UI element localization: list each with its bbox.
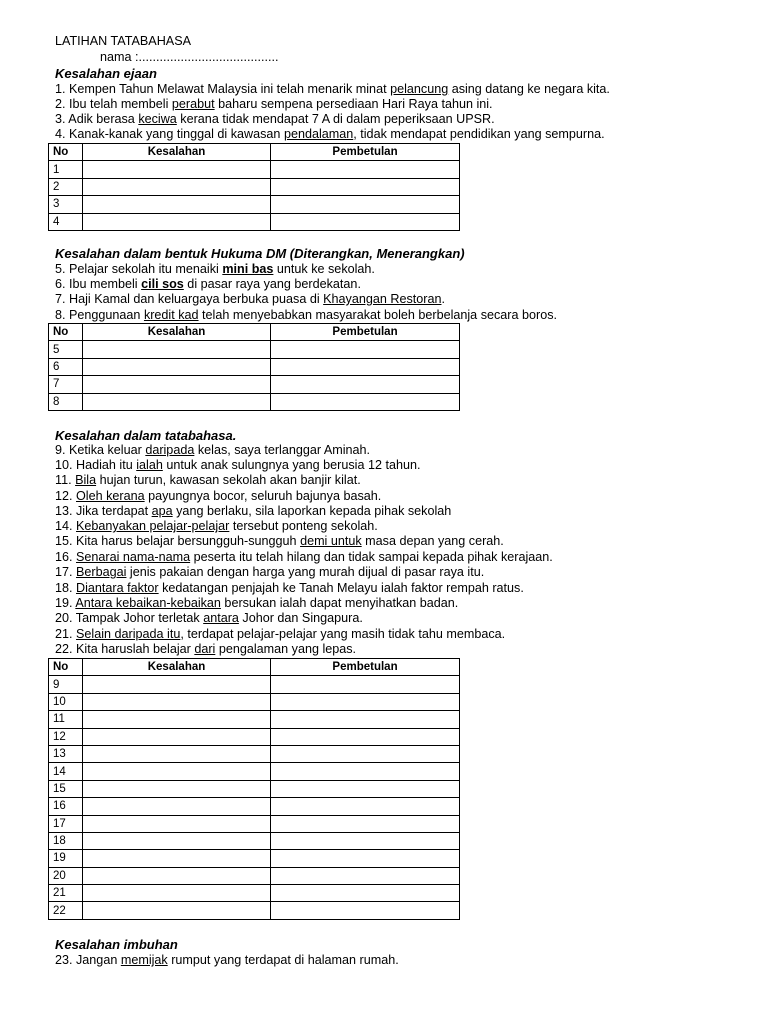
- kesalahan-cell[interactable]: [83, 850, 271, 867]
- error-phrase: keciwa: [138, 112, 177, 126]
- sentence-text: 20. Tampak Johor terletak: [55, 611, 204, 625]
- error-phrase: pelancung: [390, 82, 449, 96]
- pembetulan-cell[interactable]: [271, 196, 460, 213]
- sentence-text: asing datang ke negara kita.: [448, 82, 610, 96]
- sentence-text: 13. Jika terdapat: [55, 504, 152, 518]
- sentence-text: 22. Kita haruslah belajar: [55, 642, 195, 656]
- table-row: [49, 341, 460, 358]
- sentence-text: 16.: [55, 550, 77, 564]
- row-number: 20: [49, 867, 83, 884]
- column-header-kesalahan: Kesalahan: [83, 324, 271, 341]
- row-number: 8: [49, 393, 83, 410]
- sentence-text: rumput yang terdapat di halaman rumah.: [167, 953, 399, 967]
- row-number: 3: [49, 196, 83, 213]
- table-row: [49, 676, 460, 693]
- kesalahan-cell[interactable]: [83, 161, 271, 178]
- pembetulan-cell[interactable]: [271, 745, 460, 762]
- table-row: [49, 763, 460, 780]
- answer-table: [48, 658, 460, 920]
- error-phrase: Khayangan Restoran: [323, 292, 442, 306]
- sentence-text: 23. Jangan: [55, 953, 121, 967]
- worksheet-title: LATIHAN TATABAHASA: [55, 34, 191, 48]
- table-row: [49, 161, 460, 178]
- column-header-pembetulan: Pembetulan: [271, 144, 460, 161]
- error-phrase: apa: [151, 504, 173, 518]
- exercise-sentence: [55, 611, 363, 626]
- kesalahan-cell[interactable]: [83, 832, 271, 849]
- sentence-text: untuk anak sulungnya yang berusia 12 tahun.: [162, 458, 421, 472]
- kesalahan-cell[interactable]: [83, 676, 271, 693]
- column-header-no: No: [49, 324, 83, 341]
- row-number: 16: [49, 798, 83, 815]
- kesalahan-cell[interactable]: [83, 902, 271, 919]
- exercise-sentence: [55, 519, 378, 534]
- sentence-text: 2. Ibu telah membeli: [55, 97, 172, 111]
- sentence-text: yang berlaku, sila laporkan kepada pihak sekolah: [172, 504, 452, 518]
- exercise-sentence: [55, 97, 493, 112]
- error-phrase: daripada: [145, 443, 195, 457]
- kesalahan-cell[interactable]: [83, 780, 271, 797]
- pembetulan-cell[interactable]: [271, 728, 460, 745]
- row-number: 1: [49, 161, 83, 178]
- pembetulan-cell[interactable]: [271, 341, 460, 358]
- exercise-sentence: [55, 627, 505, 642]
- kesalahan-cell[interactable]: [83, 213, 271, 230]
- sentence-text: 14.: [55, 519, 77, 533]
- pembetulan-cell[interactable]: [271, 798, 460, 815]
- row-number: 22: [49, 902, 83, 919]
- exercise-sentence: [55, 112, 495, 127]
- sentence-text: pengalaman yang lepas.: [215, 642, 357, 656]
- column-header-pembetulan: Pembetulan: [271, 659, 460, 676]
- row-number: 21: [49, 885, 83, 902]
- table-row: [49, 693, 460, 710]
- error-phrase: ialah: [136, 458, 163, 472]
- sentence-text: 11.: [55, 473, 76, 487]
- sentence-text: jenis pakaian dengan harga yang murah dijual di pasar raya itu.: [126, 565, 485, 579]
- sentence-text: kelas, saya terlanggar Aminah.: [194, 443, 371, 457]
- exercise-sentence: [55, 443, 370, 458]
- sentence-text: tersebut ponteng sekolah.: [229, 519, 378, 533]
- sentence-text: 21.: [55, 627, 77, 641]
- table-row: [49, 711, 460, 728]
- kesalahan-cell[interactable]: [83, 711, 271, 728]
- row-number: 10: [49, 693, 83, 710]
- table-row: [49, 867, 460, 884]
- sentence-text: 17.: [55, 565, 77, 579]
- kesalahan-cell[interactable]: [83, 867, 271, 884]
- error-phrase: Berbagai: [76, 565, 127, 579]
- row-number: 5: [49, 341, 83, 358]
- table-row: [49, 745, 460, 762]
- error-phrase: Diantara faktor: [76, 581, 159, 595]
- answer-table: [48, 323, 460, 411]
- kesalahan-cell[interactable]: [83, 393, 271, 410]
- kesalahan-cell[interactable]: [83, 196, 271, 213]
- sentence-text: baharu sempena persediaan Hari Raya tahun ini.: [214, 97, 493, 111]
- error-phrase: demi untuk: [300, 534, 362, 548]
- exercise-sentence: [55, 550, 553, 565]
- exercise-sentence: [55, 565, 484, 580]
- exercise-sentence: [55, 581, 524, 596]
- table-row: [49, 728, 460, 745]
- section-heading: Kesalahan dalam tatabahasa.: [55, 428, 237, 443]
- kesalahan-cell[interactable]: [83, 178, 271, 195]
- pembetulan-cell[interactable]: [271, 850, 460, 867]
- table-row: [49, 850, 460, 867]
- exercise-sentence: [55, 489, 381, 504]
- pembetulan-cell[interactable]: [271, 161, 460, 178]
- row-number: 6: [49, 358, 83, 375]
- table-row: [49, 798, 460, 815]
- table-row: [49, 885, 460, 902]
- exercise-sentence: [55, 292, 445, 307]
- error-phrase: pendalaman: [283, 127, 354, 141]
- sentence-text: hujan turun, kawasan sekolah akan banjir kilat.: [96, 473, 361, 487]
- row-number: 17: [49, 815, 83, 832]
- error-phrase: mini bas: [222, 262, 274, 276]
- row-number: 18: [49, 832, 83, 849]
- error-phrase: perabut: [171, 97, 215, 111]
- error-phrase: Kebanyakan pelajar-pelajar: [76, 519, 230, 533]
- sentence-text: 1. Kempen Tahun Melawat Malaysia ini telah menarik minat: [55, 82, 391, 96]
- pembetulan-cell[interactable]: [271, 178, 460, 195]
- name-field-line: nama :........................................: [100, 50, 279, 64]
- error-phrase: Bila: [75, 473, 97, 487]
- pembetulan-cell[interactable]: [271, 213, 460, 230]
- sentence-text: 4. Kanak-kanak yang tinggal di kawasan: [55, 127, 284, 141]
- sentence-text: , terdapat pelajar-pelajar yang masih tidak tahu membaca.: [180, 627, 506, 641]
- pembetulan-cell[interactable]: [271, 763, 460, 780]
- row-number: 14: [49, 763, 83, 780]
- row-number: 15: [49, 780, 83, 797]
- row-number: 2: [49, 178, 83, 195]
- kesalahan-cell[interactable]: [83, 358, 271, 375]
- error-phrase: kredit kad: [143, 308, 199, 322]
- column-header-no: No: [49, 659, 83, 676]
- sentence-text: masa depan yang cerah.: [361, 534, 504, 548]
- error-phrase: Oleh kerana: [76, 489, 145, 503]
- error-phrase: cili sos: [141, 277, 184, 291]
- sentence-text: 15. Kita harus belajar bersungguh-sungguh: [55, 534, 301, 548]
- kesalahan-cell[interactable]: [83, 815, 271, 832]
- exercise-sentence: [55, 308, 557, 323]
- pembetulan-cell[interactable]: [271, 376, 460, 393]
- row-number: 12: [49, 728, 83, 745]
- kesalahan-cell[interactable]: [83, 885, 271, 902]
- sentence-text: 6. Ibu membeli: [55, 277, 142, 291]
- table-row: [49, 196, 460, 213]
- table-row: [49, 902, 460, 919]
- pembetulan-cell[interactable]: [271, 815, 460, 832]
- table-row: [49, 780, 460, 797]
- table-row: [49, 213, 460, 230]
- exercise-sentence: [55, 82, 610, 97]
- row-number: 4: [49, 213, 83, 230]
- exercise-sentence: [55, 534, 504, 549]
- sentence-text: 10. Hadiah itu: [55, 458, 137, 472]
- exercise-sentence: [55, 262, 375, 277]
- pembetulan-cell[interactable]: [271, 358, 460, 375]
- kesalahan-cell[interactable]: [83, 376, 271, 393]
- exercise-sentence: [55, 277, 361, 292]
- table-row: [49, 358, 460, 375]
- error-phrase: Senarai nama-nama: [76, 550, 191, 564]
- error-phrase: Antara kebaikan-kebaikan: [75, 596, 221, 610]
- exercise-sentence: [55, 596, 458, 611]
- sentence-text: Johor dan Singapura.: [238, 611, 363, 625]
- error-phrase: memijak: [120, 953, 168, 967]
- sentence-text: payungnya bocor, seluruh bajunya basah.: [144, 489, 382, 503]
- sentence-text: kedatangan penjajah ke Tanah Melayu ialah faktor rempah ratus.: [158, 581, 524, 595]
- row-number: 7: [49, 376, 83, 393]
- error-phrase: dari: [194, 642, 216, 656]
- section-heading: Kesalahan imbuhan: [55, 937, 178, 952]
- table-row: [49, 178, 460, 195]
- sentence-text: untuk ke sekolah.: [273, 262, 375, 276]
- row-number: 19: [49, 850, 83, 867]
- sentence-text: 12.: [55, 489, 77, 503]
- exercise-sentence: [55, 458, 421, 473]
- sentence-text: 19.: [55, 596, 76, 610]
- column-header-no: No: [49, 144, 83, 161]
- sentence-text: peserta itu telah hilang dan tidak sampai kepada pihak kerajaan.: [190, 550, 553, 564]
- row-number: 9: [49, 676, 83, 693]
- section-heading: Kesalahan ejaan: [55, 66, 157, 81]
- sentence-text: 3. Adik berasa: [55, 112, 139, 126]
- pembetulan-cell[interactable]: [271, 676, 460, 693]
- kesalahan-cell[interactable]: [83, 693, 271, 710]
- kesalahan-cell[interactable]: [83, 745, 271, 762]
- answer-table: [48, 143, 460, 231]
- exercise-sentence: [55, 473, 361, 488]
- pembetulan-cell[interactable]: [271, 393, 460, 410]
- column-header-kesalahan: Kesalahan: [83, 144, 271, 161]
- table-row: [49, 376, 460, 393]
- kesalahan-cell[interactable]: [83, 728, 271, 745]
- exercise-sentence: [55, 642, 356, 657]
- kesalahan-cell[interactable]: [83, 341, 271, 358]
- pembetulan-cell[interactable]: [271, 885, 460, 902]
- sentence-text: 7. Haji Kamal dan keluargaya berbuka puasa di: [55, 292, 324, 306]
- pembetulan-cell[interactable]: [271, 832, 460, 849]
- sentence-text: 18.: [55, 581, 77, 595]
- pembetulan-cell[interactable]: [271, 711, 460, 728]
- sentence-text: , tidak mendapat pendidikan yang sempurna.: [353, 127, 605, 141]
- kesalahan-cell[interactable]: [83, 763, 271, 780]
- sentence-text: .: [441, 292, 445, 306]
- exercise-sentence: [55, 953, 399, 968]
- column-header-kesalahan: Kesalahan: [83, 659, 271, 676]
- table-row: [49, 815, 460, 832]
- pembetulan-cell[interactable]: [271, 902, 460, 919]
- kesalahan-cell[interactable]: [83, 798, 271, 815]
- section-heading: Kesalahan dalam bentuk Hukuma DM (Diterangkan, Menerangkan): [55, 246, 465, 261]
- sentence-text: 5. Pelajar sekolah itu menaiki: [55, 262, 223, 276]
- exercise-sentence: [55, 504, 451, 519]
- table-row: [49, 393, 460, 410]
- row-number: 11: [49, 711, 83, 728]
- sentence-text: kerana tidak mendapat 7 A di dalam peperiksaan UPSR.: [176, 112, 495, 126]
- error-phrase: antara: [203, 611, 239, 625]
- sentence-text: 9. Ketika keluar: [55, 443, 146, 457]
- sentence-text: di pasar raya yang berdekatan.: [183, 277, 361, 291]
- sentence-text: telah menyebabkan masyarakat boleh berbelanja secara boros.: [198, 308, 557, 322]
- pembetulan-cell[interactable]: [271, 693, 460, 710]
- sentence-text: bersukan ialah dapat menyihatkan badan.: [220, 596, 459, 610]
- sentence-text: 8. Penggunaan: [55, 308, 144, 322]
- column-header-pembetulan: Pembetulan: [271, 324, 460, 341]
- error-phrase: Selain daripada itu: [76, 627, 181, 641]
- pembetulan-cell[interactable]: [271, 867, 460, 884]
- row-number: 13: [49, 745, 83, 762]
- pembetulan-cell[interactable]: [271, 780, 460, 797]
- exercise-sentence: [55, 127, 605, 142]
- table-row: [49, 832, 460, 849]
